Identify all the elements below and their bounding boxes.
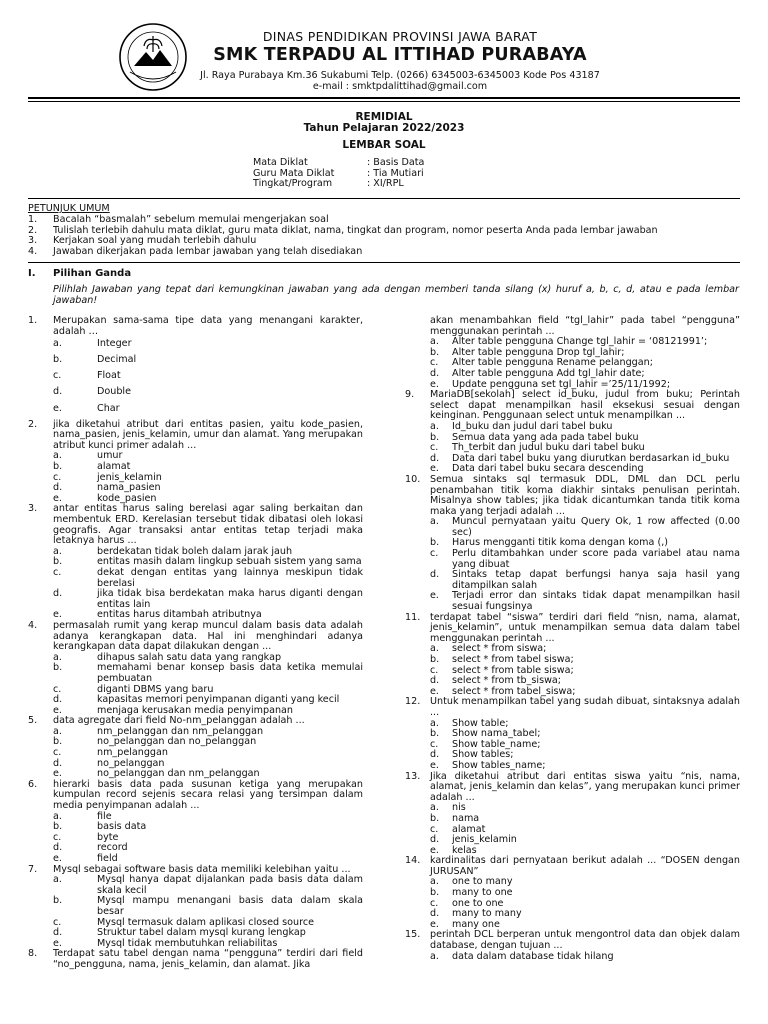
answer-option — [28, 473, 363, 484]
option-text: kelas — [452, 844, 477, 856]
question-text: perintah DCL berperan untuk mengontrol data dan objek dalam database, dengan tujuan ... — [430, 929, 740, 952]
option-text: menjaga kerusakan media penyimpanan — [97, 704, 294, 716]
answer-option — [28, 404, 363, 415]
question-number: 6. — [28, 778, 38, 790]
question-number: 2. — [28, 418, 38, 430]
section-title: Pilihan Ganda — [53, 268, 132, 279]
question-number: 3. — [28, 503, 38, 515]
option-text: Show nama_tabel; — [452, 728, 541, 740]
question-item — [405, 930, 740, 962]
option-letter: d. — [53, 694, 63, 706]
answer-option — [28, 812, 363, 823]
option-text: nama_pasien — [97, 482, 161, 494]
question-number: 13. — [405, 770, 421, 782]
option-letter: d. — [53, 927, 63, 939]
right-column — [405, 316, 740, 962]
option-text: byte — [97, 831, 119, 843]
question-item — [405, 697, 740, 771]
option-text: Show tables_name; — [452, 759, 546, 771]
option-text: entitas harus ditambah atributnya — [97, 609, 262, 621]
option-letter: e. — [430, 844, 439, 856]
info-row — [253, 158, 553, 169]
option-letter: b. — [430, 537, 440, 549]
option-letter: a. — [430, 802, 439, 814]
option-letter: c. — [53, 916, 62, 928]
option-text: Semua data yang ada pada tabel buku — [452, 431, 639, 443]
option-letter: e. — [430, 378, 439, 390]
answer-option — [28, 462, 363, 473]
option-text: jenis_kelamin — [452, 834, 517, 846]
option-letter: c. — [430, 738, 439, 750]
option-letter: d. — [430, 367, 440, 379]
question-number: 9. — [405, 389, 415, 401]
question-number: 15. — [405, 929, 421, 941]
question-text: antar entitas harus saling berelasi agar saling berkaitan dan membentuk ERD. Kerelasian tersebut tidak dibatasi oleh lokasi geografis. Agar transaksi antar entitas tetap terjadi maka letaknya harus ... — [53, 503, 363, 547]
option-text: Mysql tidak membutuhkan reliabilitas — [97, 937, 278, 949]
option-text: Struktur tabel dalam mysql kurang lengkap — [97, 927, 306, 939]
answer-option — [28, 339, 363, 350]
option-letter: a. — [53, 338, 62, 350]
answer-option — [28, 737, 363, 748]
question-item — [405, 390, 740, 475]
option-text: Th_terbit dan judul buku dari tabel buku — [452, 442, 645, 454]
option-text: Alter table pengguna Rename pelanggan; — [452, 357, 653, 369]
option-text: Char — [97, 402, 120, 414]
question-text: akan menambahkan field “tgl_lahir” pada tabel “pengguna” menggunakan perintah ... — [430, 315, 740, 337]
option-text: no_pelanggan dan no_pelanggan — [97, 736, 257, 748]
option-letter: e. — [430, 463, 439, 475]
option-text: nm_pelanggan dan nm_pelanggan — [97, 725, 264, 737]
option-letter: e. — [430, 918, 439, 930]
option-text: Perlu ditambahkan under score pada variabel atau nama yang dibuat — [452, 548, 740, 570]
option-letter: c. — [53, 566, 62, 578]
option-letter: a. — [53, 545, 62, 557]
option-text: kapasitas memori penyimpanan diganti yang kecil — [97, 694, 340, 706]
option-text: Integer — [97, 338, 132, 350]
option-text: select * from tabel siswa; — [452, 654, 574, 665]
option-text: nama — [452, 812, 480, 824]
option-letter: c. — [53, 370, 62, 382]
option-letter: e. — [53, 853, 62, 864]
school-address: Jl. Raya Purabaya Km.36 Sukabumi Telp. (0266) 6345003-6345003 Kode Pos 43187 — [200, 70, 600, 81]
option-letter: d. — [430, 749, 440, 761]
option-letter: b. — [53, 895, 63, 907]
school-email: e-mail : smktpdalittihad@gmail.com — [312, 81, 488, 92]
answer-option — [28, 822, 363, 833]
option-text: Alter table pengguna Change tgl_lahir = ‘08121991’; — [452, 336, 708, 348]
answer-option — [405, 549, 740, 570]
option-letter: b. — [53, 662, 63, 674]
option-letter: a. — [430, 876, 439, 888]
answer-option — [28, 355, 363, 366]
option-letter: d. — [430, 675, 440, 687]
school-name: SMK TERPADU AL ITTIHAD PURABAYA — [213, 45, 587, 65]
option-text: Harus mengganti titik koma dengan koma (,) — [452, 537, 668, 549]
option-text: memahami benar konsep basis data ketika memulai pembuatan — [97, 662, 363, 684]
info-value: : XI/RPL — [367, 178, 404, 190]
instruction-item: 3. Kerjakan soal yang mudah terlebih dahulu — [28, 235, 257, 247]
answer-option — [28, 875, 363, 896]
question-text: Untuk menampilkan tabel yang sudah dibuat, sintaksnya adalah ... — [430, 696, 740, 718]
question-number: 4. — [28, 619, 38, 631]
option-text: entitas masih dalam lingkup sebuah sistem yang sama — [97, 556, 362, 568]
option-text: data dalam database tidak hilang — [452, 950, 614, 962]
info-label: Guru Mata Diklat — [253, 167, 335, 179]
question-item — [28, 316, 363, 414]
option-letter: b. — [430, 812, 440, 824]
answer-option — [28, 387, 363, 398]
question-number: 5. — [28, 715, 38, 727]
option-letter: b. — [430, 728, 440, 740]
question-item — [28, 504, 363, 621]
kop-divider-thin — [28, 101, 740, 102]
option-text: Show table_name; — [452, 738, 541, 750]
option-letter: e. — [53, 609, 62, 621]
option-text: dekat dengan entitas yang lainnya meskipun tidak berelasi — [97, 566, 363, 589]
option-letter: c. — [53, 831, 62, 843]
option-letter: d. — [430, 569, 440, 581]
option-letter: a. — [430, 420, 439, 432]
option-text: record — [97, 842, 128, 854]
option-letter: a. — [53, 810, 62, 822]
option-text: Double — [97, 386, 131, 398]
option-letter: d. — [430, 908, 440, 920]
question-item — [405, 475, 740, 613]
question-number: 11. — [405, 611, 421, 623]
section-instruction: Pilihlah Jawaban yang tepat dari kemungkinan jawaban yang ada dengan memberi tanda silang (x) huruf a, b, c, d, atau e pada lembar jawaban! — [53, 284, 739, 306]
answer-option — [28, 896, 363, 917]
question-item — [28, 621, 363, 716]
option-letter: c. — [430, 897, 439, 909]
option-letter: d. — [53, 757, 63, 769]
question-text: kardinalitas dari pernyataan berikut adalah ... “DOSEN dengan JURUSAN” — [430, 855, 740, 877]
question-text: jika diketahui atribut dari entitas pasien, yaitu kode_pasien, nama_pasien, jenis_kelamin, umur dan alamat. Yang merupakan atribut kunci primer adalah ... — [53, 418, 363, 451]
question-text: permasalah rumit yang kerap muncul dalam basis data adalah adanya kerangkapan data. Hal ini menghindari adanya kerangkapan data dapat dilakukan dengan ... — [53, 619, 363, 653]
answer-option — [28, 833, 363, 844]
answer-option — [28, 568, 363, 589]
school-logo — [118, 22, 188, 92]
option-letter: c. — [430, 442, 439, 454]
option-letter: b. — [53, 556, 63, 568]
instruction-item: 2. Tulislah terlebih dahulu mata diklat, guru mata diklat, nama, tingkat dan program, nomor peserta Anda pada lembar jawaban — [28, 224, 658, 236]
question-item — [28, 949, 363, 970]
option-letter: b. — [53, 461, 63, 473]
question-item — [405, 772, 740, 857]
option-text: select * from siswa; — [452, 643, 547, 655]
option-text: file — [97, 810, 112, 822]
option-letter: b. — [430, 654, 440, 665]
doc-subtitle: LEMBAR SOAL — [342, 139, 426, 151]
question-number: 1. — [28, 315, 38, 326]
question-text: Jika diketahui atribut dari entitas siswa yaitu “nis, nama, alamat, jenis_kelamin dan kelas”, yang merupakan kunci primer adalah ... — [430, 770, 740, 803]
option-text: Terjadi error dan sintaks tidak dapat menampilkan hasil sesuai fungsinya — [452, 590, 740, 613]
option-letter: a. — [430, 950, 439, 962]
option-text: Mysql hanya dapat dijalankan pada basis data dalam skala kecil — [97, 874, 363, 896]
option-letter: d. — [53, 842, 63, 854]
option-text: no_pelanggan dan nm_pelanggan — [97, 768, 260, 780]
answer-option — [28, 589, 363, 610]
question-text: Merupakan sama-sama tipe data yang menangani karakter, adalah … — [53, 315, 363, 337]
option-text: many to one — [452, 887, 513, 899]
answer-option — [28, 371, 363, 382]
option-letter: c. — [430, 357, 439, 369]
option-text: Mysql mampu menangani basis data dalam skala besar — [97, 895, 363, 917]
option-letter: e. — [53, 492, 62, 504]
instruction-item: 1. Bacalah “basmalah” sebelum memulai mengerjakan soal — [28, 214, 329, 225]
option-text: select * from tabel_siswa; — [452, 685, 576, 697]
instruction-item: 4. Jawaban dikerjakan pada lembar jawaban yang telah disediakan — [28, 245, 363, 257]
doc-year: Tahun Pelajaran 2022/2023 — [303, 122, 465, 134]
option-letter: e. — [430, 590, 439, 602]
option-text: umur — [97, 450, 123, 462]
info-row — [253, 179, 553, 190]
doc-title: REMIDIAL — [355, 111, 413, 123]
instructions-list — [28, 215, 743, 257]
option-letter: d. — [53, 588, 63, 600]
option-letter: c. — [53, 747, 62, 759]
option-text: Sintaks tetap dapat berfungsi hanya saja hasil yang ditampilkan salah — [452, 569, 740, 591]
question-text: Mysql sebagai software basis data memiliki kelebihan yaitu ... — [53, 863, 351, 875]
answer-option — [28, 663, 363, 684]
option-letter: e. — [430, 685, 439, 697]
option-text: Id_buku dan judul dari tabel buku — [452, 420, 613, 432]
option-letter: e. — [53, 704, 62, 716]
option-text: Muncul pernyataan yaitu Query Ok, 1 row affected (0.00 sec) — [452, 516, 740, 538]
option-letter: b. — [53, 736, 63, 748]
answer-option — [28, 854, 363, 865]
option-letter: a. — [53, 725, 62, 737]
option-letter: a. — [430, 336, 439, 348]
option-text: berdekatan tidak boleh dalam jarak jauh — [97, 545, 293, 557]
question-number: 8. — [28, 948, 38, 960]
question-text: terdapat tabel “siswa” terdiri dari field “nisn, nama, alamat, jenis_kelamin”, untuk menampilkan semua data dalam tabel menggunakan perintah ... — [430, 611, 740, 644]
answer-option — [405, 369, 740, 380]
option-letter: e. — [430, 759, 439, 771]
option-letter: a. — [430, 643, 439, 655]
question-number: 12. — [405, 696, 421, 708]
answer-option — [28, 451, 363, 462]
answer-option — [405, 517, 740, 538]
option-letter: c. — [53, 471, 62, 483]
option-letter: b. — [430, 431, 440, 443]
option-text: jika tidak bisa berdekatan maka harus diganti dengan entitas lain — [97, 588, 363, 610]
question-item — [405, 613, 740, 698]
answer-option — [28, 483, 363, 494]
option-text: Alter table pengguna Drop tgl_lahir; — [452, 346, 625, 358]
option-letter: b. — [53, 354, 63, 366]
option-letter: d. — [430, 452, 440, 464]
option-letter: d. — [53, 386, 63, 398]
option-text: jenis_kelamin — [97, 471, 162, 483]
option-text: alamat — [97, 461, 131, 473]
option-text: kode_pasien — [97, 492, 157, 504]
question-number: 10. — [405, 473, 421, 485]
option-text: nm_pelanggan — [97, 747, 168, 759]
option-text: Show table; — [452, 717, 509, 729]
option-letter: c. — [430, 664, 439, 676]
option-letter: d. — [53, 482, 63, 494]
option-letter: e. — [53, 937, 62, 949]
option-text: Alter table pengguna Add tgl_lahir date; — [452, 367, 645, 379]
question-item — [28, 865, 363, 950]
answer-option — [405, 761, 740, 772]
option-text: field — [97, 853, 118, 864]
option-text: diganti DBMS yang baru — [97, 683, 214, 695]
question-item — [405, 316, 740, 390]
option-text: Data dari tabel buku secara descending — [452, 463, 644, 475]
option-letter: a. — [430, 717, 439, 729]
option-text: Decimal — [97, 354, 137, 366]
option-text: Update pengguna set tgl_lahir =’25/11/1992; — [452, 378, 671, 390]
section-divider — [28, 262, 740, 263]
option-text: many to many — [452, 908, 522, 920]
info-divider — [28, 198, 740, 199]
info-value: : Tia Mutiari — [367, 167, 424, 179]
agency-name: DINAS PENDIDIKAN PROVINSI JAWA BARAT — [262, 29, 538, 44]
option-letter: c. — [430, 823, 439, 835]
option-letter: c. — [430, 548, 439, 560]
option-letter: e. — [53, 402, 62, 414]
option-text: select * from table siswa; — [452, 664, 574, 676]
option-text: basis data — [97, 821, 147, 833]
option-text: one to many — [452, 876, 513, 888]
option-text: Data dari tabel buku yang diurutkan berdasarkan id_buku — [452, 452, 730, 464]
answer-option — [405, 591, 740, 612]
option-letter: c. — [53, 683, 62, 695]
question-number: 14. — [405, 855, 421, 867]
question-number: 7. — [28, 863, 38, 875]
option-letter: b. — [430, 346, 440, 358]
question-text: Semua sintaks sql termasuk DDL, DML dan DCL perlu penambahan titik koma diakhir sintaks penulisan perintah. Misalnya show tables; jika tidak dicantumkan tanda titik koma maka yang terjadi adalah ... — [430, 473, 740, 517]
instructions-heading: PETUNJUK UMUM — [28, 203, 110, 214]
question-text: Terdapat satu tabel dengan nama “pengguna” terdiri dari field “no_pengguna, nama, jenis_kelamin, dan alamat. Jika — [53, 948, 363, 970]
option-text: many one — [452, 918, 500, 930]
option-text: Mysql termasuk dalam aplikasi closed source — [97, 916, 315, 928]
answer-option — [405, 814, 740, 825]
kop-divider — [28, 97, 740, 99]
question-item — [28, 780, 363, 865]
left-column — [28, 316, 363, 971]
question-text: data agregate dari field No-nm_pelanggan adalah ... — [53, 715, 305, 727]
question-item — [28, 716, 363, 780]
question-text: MariaDB[sekolah] select id_buku, judul from buku; Perintah select dapat menampilkan hasil eksekusi sesuai dengan keinginan. Penggunaan select untuk menampilkan ... — [430, 389, 740, 422]
option-text: dihapus salah satu data yang rangkap — [97, 651, 282, 663]
option-text: Show tables; — [452, 749, 514, 761]
question-item — [405, 856, 740, 930]
option-letter: a. — [53, 450, 62, 462]
option-text: alamat — [452, 823, 486, 835]
answer-option — [28, 843, 363, 854]
info-table — [253, 158, 553, 190]
option-letter: a. — [430, 516, 439, 528]
option-text: one to one — [452, 897, 504, 909]
option-letter: d. — [430, 834, 440, 846]
option-letter: e. — [53, 768, 62, 780]
option-letter: a. — [53, 651, 62, 663]
option-letter: a. — [53, 874, 62, 886]
option-text: Float — [97, 370, 121, 382]
answer-option — [28, 748, 363, 759]
answer-option — [405, 655, 740, 666]
answer-option — [405, 422, 740, 433]
info-label: Tingkat/Program — [253, 178, 333, 190]
option-letter: b. — [53, 821, 63, 833]
info-label: Mata Diklat — [253, 157, 308, 168]
option-text: no_pelanggan — [97, 757, 165, 769]
question-text: hierarki basis data pada susunan ketiga yang merupakan kumpulan record sejenis secara relasi yang tersimpan dalam media penyimpanan adalah ... — [53, 778, 363, 812]
option-text: select * from tb_siswa; — [452, 675, 562, 687]
info-value: : Basis Data — [367, 157, 425, 168]
option-text: nis — [452, 802, 466, 814]
answer-option — [405, 570, 740, 591]
question-item — [28, 420, 363, 505]
option-letter: b. — [430, 887, 440, 899]
section-number: I. — [28, 268, 36, 279]
answer-option — [405, 952, 740, 963]
